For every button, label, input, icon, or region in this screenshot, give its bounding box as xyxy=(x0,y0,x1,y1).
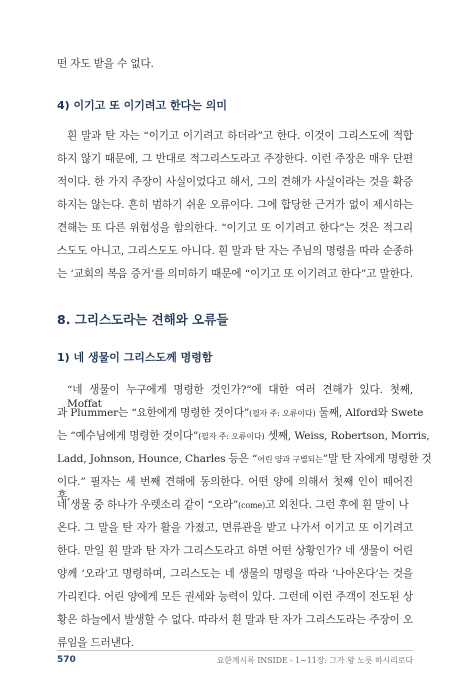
section-8-heading: 8. 그리스도라는 견해와 오류들 xyxy=(57,312,229,327)
paragraph-line: 한다. 만일 흰 말과 탄 자가 그리스도라고 하면 어떤 상황인가? 네 생물이 어린 xyxy=(57,545,413,557)
paragraph-line: 견해는 또 다른 위험성을 함의한다. “이기고 또 이기려고 한다”는 것은 적그리 xyxy=(57,222,413,234)
paragraph-line: 는 “예수님에게 명령한 것이다”(필자 주: 오류이다) 셋째, Weiss, Robertson, Morris, xyxy=(57,430,430,442)
author-note: (come) xyxy=(238,501,266,510)
paragraph-line: “네 생물이 누구에게 명령한 것인가?”에 대한 여러 견해가 있다. 첫째, Moffat xyxy=(67,384,413,410)
paragraph-line: Ladd, Johnson, Hounce, Charles 등은 “어린 양과 구별되는”말 탄 자에게 명령한 것 xyxy=(57,453,432,465)
author-note: (필자 주: 오류이다) xyxy=(198,432,265,441)
paragraph-line: 는 ‘교회의 복음 증거’를 의미하기 때문에 “이기고 또 이기려고 한다”고 말한다. xyxy=(57,268,413,280)
paragraph-line: 하지 않기 때문에, 그 반대로 적그리스도라고 주장한다. 이런 주장은 매우 단편 xyxy=(57,153,413,165)
paragraph-line: 양께 ‘오라’고 명령하며, 그리스도는 네 생물의 명령을 따라 ‘나아온다’는 것을 xyxy=(57,568,413,580)
author-note: (필자 주: 오류이다) xyxy=(249,409,316,418)
page-number: 570 xyxy=(57,655,76,665)
continuation-text: 떤 자도 받을 수 없다. xyxy=(57,58,154,70)
paragraph-line: 흰 말과 탄 자는 “이기고 이기려고 하더라”고 한다. 이것이 그리스도에 적합 xyxy=(67,130,413,142)
paragraph-line: 네 생물 중 하나가 우렛소리 같이 “오라”(come)고 외친다. 그런 후에 흰 말이 나 xyxy=(57,499,409,511)
author-note: 어린 양과 구별되는 xyxy=(257,455,323,464)
paragraph-line: 적이다. 한 가지 주장이 사실이었다고 해서, 그의 견해가 사실이라는 것을 확증 xyxy=(57,176,413,188)
paragraph-line: 하지는 않는다. 흔히 범하기 쉬운 오류이다. 그에 합당한 근거가 없이 제시하는 xyxy=(57,199,413,211)
paragraph-line: 황은 하늘에서 발생할 수 없다. 따라서 흰 말과 탄 자가 그리스도라는 주장이 오 xyxy=(57,614,413,626)
paragraph-line: 과 Plummer는 “요한에게 명령한 것이다”(필자 주: 오류이다) 둘째, Alford와 Swete xyxy=(57,407,424,419)
paragraph-line: 류임을 드러낸다. xyxy=(57,637,135,649)
section-8-subheading: 1) 네 생물이 그리스도께 명령함 xyxy=(57,351,213,364)
section-4-heading: 4) 이기고 또 이기려고 한다는 의미 xyxy=(57,99,227,112)
paragraph-line: 이다.” 필자는 세 번째 견해에 동의한다. 어떤 양에 의해서 첫째 인이 떼어진 후, xyxy=(57,476,413,502)
running-head: 요한계시록 INSIDE - 1~11장: 그가 왕 노릇 하시리로다 xyxy=(216,656,413,665)
paragraph-line: 스도도 아니고, 그리스도도 아니다. 흰 말과 탄 자는 주님의 명령을 따라 순종하 xyxy=(57,245,413,257)
footer-divider xyxy=(57,650,413,651)
paragraph-line: 가리킨다. 어린 양에게 모든 권세와 능력이 있다. 그런데 이런 주객이 전도된 상 xyxy=(57,591,413,603)
paragraph-line: 온다. 그 말을 탄 자가 활을 가졌고, 면류관을 받고 나가서 이기고 또 이기려고 xyxy=(57,522,413,534)
